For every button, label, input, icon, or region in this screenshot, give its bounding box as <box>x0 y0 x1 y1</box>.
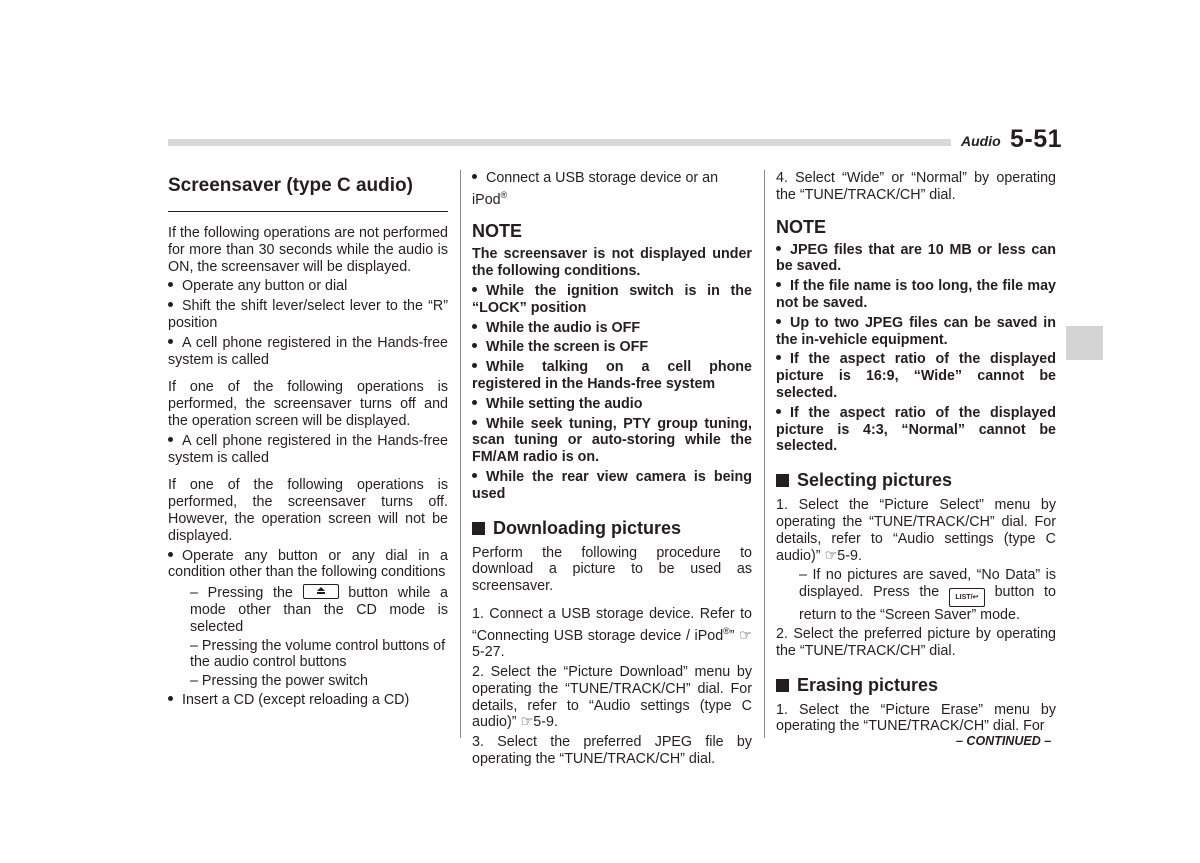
list-item: A cell phone registered in the Hands-free system is called <box>168 334 448 368</box>
column-2 <box>472 170 752 771</box>
note-text: The screensaver is not displayed under the following conditions. <box>472 246 752 280</box>
bullet-icon <box>472 343 477 348</box>
eject-button-icon <box>303 584 339 599</box>
chapter-tab <box>1066 326 1103 360</box>
note-item: While the ignition switch is in the “LOCK” position <box>472 282 752 316</box>
paragraph: If one of the following operations is performed, the screensaver turns off and the operation screen will be displayed. <box>168 379 448 429</box>
bullet-icon <box>168 696 173 701</box>
subsection-title: Downloading pictures <box>472 517 752 539</box>
note-item: If the aspect ratio of the displayed picture is 16:9, “Wide” cannot be selected. <box>776 351 1056 401</box>
note-title: NOTE <box>472 221 523 242</box>
bullet-icon <box>168 302 173 307</box>
note-item: While setting the audio <box>472 396 752 413</box>
note-item: If the file name is too long, the file may not be saved. <box>776 278 1056 311</box>
bullet-icon <box>168 437 173 442</box>
step: 4. Select “Wide” or “Normal” by operating the “TUNE/TRACK/CH” dial. <box>776 170 1056 203</box>
paragraph: Perform the following procedure to download a picture to be used as screensaver. <box>472 544 752 595</box>
bullet-icon <box>776 246 781 251</box>
section-title: Screensaver (type C audio) <box>168 175 413 196</box>
bullet-icon <box>472 324 477 329</box>
page-number: 5-51 <box>1010 125 1063 153</box>
note-item: While talking on a cell phone registered in the Hands-free system <box>472 359 752 392</box>
bullet-icon <box>472 400 477 405</box>
bullet-icon <box>472 363 477 368</box>
step: 1. Connect a USB storage device. Refer to “Connecting USB storage device / iPod®” ☞5-27. <box>472 605 752 661</box>
paragraph: If one of the following operations is performed, the screensaver turns off. However, the operation screen will not be displayed. <box>168 477 448 544</box>
step: 2. Select the “Picture Download” menu by operating the “TUNE/TRACK/CH” dial. For details, refer to “Audio settings (type C audio)” ☞5-9. <box>472 664 752 731</box>
note-item: While seek tuning, PTY group tuning, scan tuning or auto-storing while the FM/AM radio is on. <box>472 415 752 466</box>
column-3 <box>776 170 1056 738</box>
sub-item: – If no pictures are saved, “No Data” is displayed. Press the LIST/↩ button to return to the “Screen Saver” mode. <box>799 567 1056 624</box>
list-back-button-icon: LIST/↩ <box>949 588 985 607</box>
note-item: Up to two JPEG files can be saved in the in-vehicle equipment. <box>776 314 1056 348</box>
continued-label: – CONTINUED – <box>956 734 1052 748</box>
bullet-icon <box>776 355 781 360</box>
note-item: If the aspect ratio of the displayed picture is 4:3, “Normal” cannot be selected. <box>776 404 1056 455</box>
column-divider <box>460 170 461 738</box>
bullet-icon <box>472 287 477 292</box>
step: 3. Select the preferred JPEG file by operating the “TUNE/TRACK/CH” dial. <box>472 734 752 768</box>
sub-item: – Pressing the power switch <box>190 673 368 690</box>
title-underline <box>168 211 448 212</box>
sub-item: – Pressing the volume control buttons of the audio control buttons <box>190 637 446 671</box>
note-item: While the screen is OFF <box>472 339 752 356</box>
section-name: Audio <box>961 133 1001 149</box>
subsection-title: Erasing pictures <box>776 674 1056 696</box>
list-item: Operate any button or any dial in a condition other than the following conditions <box>168 547 448 581</box>
bullet-icon <box>776 409 781 414</box>
square-bullet-icon <box>776 474 789 487</box>
bullet-icon <box>168 552 173 557</box>
bullet-icon <box>776 319 781 324</box>
list-item: Connect a USB storage device or an iPod® <box>472 170 719 208</box>
list-item: A cell phone registered in the Hands-free system is called <box>168 432 448 466</box>
column-1 <box>168 170 448 712</box>
step: 1. Select the “Picture Erase” menu by operating the “TUNE/TRACK/CH” dial. For <box>776 701 1056 735</box>
list-item: Insert a CD (except reloading a CD) <box>168 692 448 709</box>
list-item: Operate any button or dial <box>168 278 448 295</box>
bullet-icon <box>776 282 781 287</box>
square-bullet-icon <box>776 679 789 692</box>
bullet-icon <box>168 339 173 344</box>
header-rule <box>168 139 951 146</box>
paragraph: If the following operations are not performed for more than 30 seconds while the audio is ON, the screensaver will be displayed. <box>168 225 448 275</box>
step: 1. Select the “Picture Select” menu by operating the “TUNE/TRACK/CH” dial. For details, refer to “Audio settings (type C audio)” ☞5-9. <box>776 497 1056 564</box>
note-item: JPEG files that are 10 MB or less can be saved. <box>776 241 1056 275</box>
subsection-title: Selecting pictures <box>776 469 1056 491</box>
square-bullet-icon <box>472 522 485 535</box>
bullet-icon <box>472 174 477 179</box>
note-item: While the rear view camera is being used <box>472 468 752 502</box>
step: 2. Select the preferred picture by operating the “TUNE/TRACK/CH” dial. <box>776 625 1056 659</box>
bullet-icon <box>472 420 477 425</box>
note-title: NOTE <box>776 216 827 237</box>
list-item: Shift the shift lever/select lever to the “R” position <box>168 298 448 331</box>
sub-item: – Pressing the button while a mode other than the CD mode is selected <box>190 585 448 635</box>
note-item: While the audio is OFF <box>472 320 752 337</box>
bullet-icon <box>168 282 173 287</box>
column-divider <box>764 170 765 738</box>
bullet-icon <box>472 473 477 478</box>
